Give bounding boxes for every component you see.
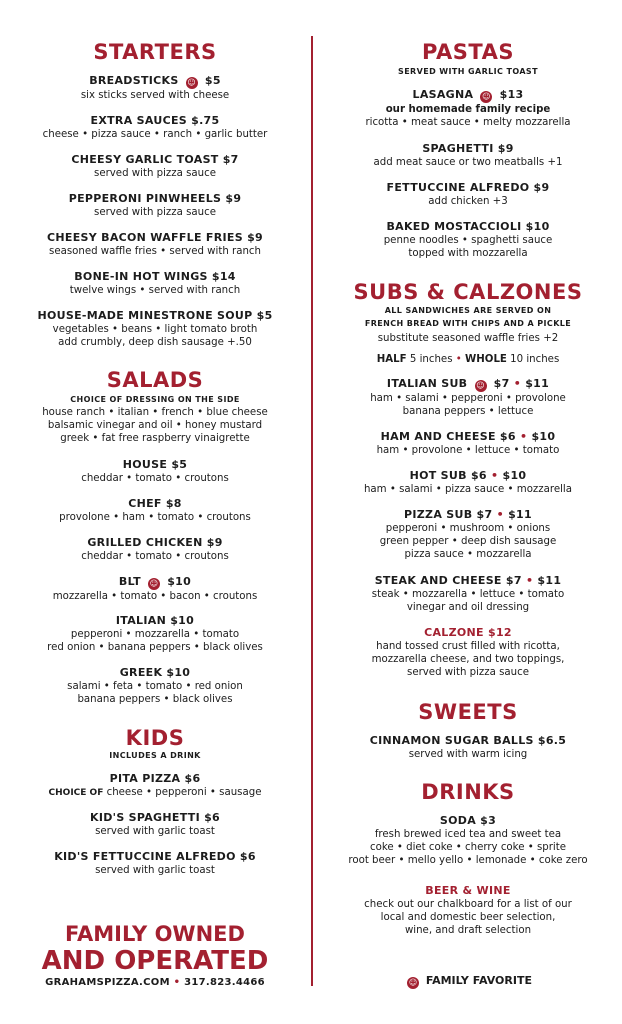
- footer-contact: [0, 977, 310, 988]
- whole-size: 10 inches: [510, 354, 560, 365]
- menu-item-italian-salad: [0, 614, 310, 654]
- subs-size-legend: [314, 353, 622, 366]
- subs-substitute: [314, 332, 622, 345]
- item-desc: served with pizza sauce: [407, 667, 529, 678]
- half-label: HALF: [376, 354, 407, 365]
- price-half: $6: [499, 430, 516, 443]
- item-name: CHEF $8: [128, 497, 182, 510]
- price-half: $7: [476, 508, 493, 521]
- menu-item-extra-sauces: [0, 114, 310, 141]
- price-bullet: •: [491, 469, 499, 482]
- item-desc: steak • mozzarella • lettuce • tomato: [371, 589, 565, 600]
- item-desc: vegetables • beans • light tomato broth: [52, 324, 258, 335]
- menu-item-spaghetti: [314, 142, 622, 169]
- item-desc: hand tossed crust filled with ricotta,: [376, 641, 560, 652]
- menu-item-baked-mostaccioli: [314, 220, 622, 260]
- item-name: PIZZA SUB: [404, 508, 473, 521]
- subs-title: SUBS & CALZONES: [353, 280, 583, 304]
- item-desc: served with pizza sauce: [94, 168, 216, 179]
- menu-item-hot-sub: [314, 469, 622, 496]
- subs-subtitle-1: ALL SANDWICHES ARE SERVED ON: [384, 306, 552, 315]
- legend-label: FAMILY FAVORITE: [425, 974, 532, 987]
- item-name: ITALIAN SUB: [386, 377, 468, 390]
- item-desc: served with garlic toast: [95, 865, 215, 876]
- price-whole: $11: [537, 574, 562, 587]
- price-whole: $10: [531, 430, 556, 443]
- item-desc: penne noodles • spaghetti sauce: [383, 235, 553, 246]
- price-bullet: •: [519, 430, 528, 443]
- item-name: KID'S SPAGHETTI $6: [90, 811, 220, 824]
- item-desc: provolone • ham • tomato • croutons: [59, 512, 251, 523]
- item-name: SODA $3: [439, 814, 497, 827]
- item-desc: green pepper • deep dish sausage: [379, 536, 557, 547]
- menu-item-cinnamon-sugar-balls: [314, 734, 622, 761]
- item-name: SPAGHETTI $9: [422, 142, 514, 155]
- item-desc: coke • diet coke • cherry coke • sprite: [369, 842, 566, 853]
- item-name: GRILLED CHICKEN $9: [87, 536, 223, 549]
- item-price: $10: [167, 575, 192, 588]
- price-half: $7: [505, 574, 522, 587]
- column-divider: [311, 36, 313, 986]
- menu-item-pepperoni-pinwheels: [0, 192, 310, 219]
- sweets-title: SWEETS: [418, 700, 518, 724]
- pastas-title: PASTAS: [422, 40, 514, 64]
- price-half: $6: [470, 469, 487, 482]
- price-half: $7: [493, 377, 510, 390]
- item-name: PEPPERONI PINWHEELS $9: [68, 192, 242, 205]
- price-bullet: •: [525, 574, 534, 587]
- item-desc: cheddar • tomato • croutons: [81, 551, 229, 562]
- menu-item-beer-wine: [314, 884, 622, 937]
- dressing-line: greek • fat free raspberry vinaigrette: [60, 433, 250, 444]
- price-whole: $11: [525, 377, 550, 390]
- item-desc: add meat sauce or two meatballs +1: [373, 157, 563, 168]
- price-bullet: •: [513, 377, 522, 390]
- dressing-line: house ranch • italian • french • blue cheese: [42, 407, 268, 418]
- item-desc: cheese • pepperoni • sausage: [106, 787, 262, 798]
- item-name: HOUSE $5: [122, 458, 188, 471]
- item-desc: vinegar and oil dressing: [406, 602, 530, 613]
- family-favorite-icon: ☺: [476, 381, 485, 390]
- item-desc: pepperoni • mushroom • onions: [385, 523, 551, 534]
- menu-item-breadsticks: [0, 74, 310, 102]
- item-desc: our homemade family recipe: [385, 104, 551, 115]
- menu-item-minestrone-soup: [0, 309, 310, 349]
- salad-dressings: [0, 406, 310, 445]
- item-name: CHEESY BACON WAFFLE FRIES $9: [47, 231, 263, 244]
- item-desc: topped with mozzarella: [408, 248, 528, 259]
- kids-subtitle: INCLUDES A DRINK: [109, 751, 201, 760]
- item-desc: cheese • pizza sauce • ranch • garlic butter: [42, 129, 268, 140]
- menu-item-lasagna: [314, 88, 622, 129]
- item-desc: served with pizza sauce: [94, 207, 216, 218]
- item-name: BREADSTICKS: [89, 74, 179, 87]
- item-desc: ham • salami • pizza sauce • mozzarella: [363, 484, 573, 495]
- menu-item-cheesy-bacon-waffle-fries: [0, 231, 310, 258]
- family-favorite-icon: ☺: [408, 978, 418, 987]
- item-name: HOT SUB: [409, 469, 467, 482]
- contact-bullet: •: [173, 977, 181, 988]
- whole-label: WHOLE: [465, 354, 507, 365]
- item-name: STEAK AND CHEESE: [374, 574, 502, 587]
- item-desc: mozzarella • tomato • bacon • croutons: [52, 591, 258, 602]
- phone-number[interactable]: 317.823.4466: [184, 977, 265, 988]
- menu-item-fettuccine-alfredo: [314, 181, 622, 208]
- salads-subtitle: CHOICE OF DRESSING ON THE SIDE: [70, 395, 240, 404]
- item-name: CINNAMON SUGAR BALLS $6.5: [369, 734, 567, 747]
- footer-tagline-line1: FAMILY OWNED: [65, 922, 245, 946]
- item-name: FETTUCCINE ALFREDO $9: [386, 181, 550, 194]
- salads-title: SALADS: [106, 368, 204, 392]
- menu-item-pizza-sub: [314, 508, 622, 561]
- item-desc: fresh brewed iced tea and sweet tea: [374, 829, 562, 840]
- item-price: $5: [204, 74, 221, 87]
- pastas-subtitle: SERVED WITH GARLIC TOAST: [398, 67, 538, 76]
- half-size: 5 inches: [409, 354, 453, 365]
- kids-title: KIDS: [125, 726, 185, 750]
- family-favorite-icon: ☺: [482, 92, 491, 101]
- item-name: PITA PIZZA $6: [109, 772, 201, 785]
- item-desc: banana peppers • black olives: [77, 694, 233, 705]
- item-desc: mozzarella cheese, and two toppings,: [371, 654, 565, 665]
- item-name: ITALIAN $10: [115, 614, 195, 627]
- item-desc: wine, and draft selection: [404, 925, 532, 936]
- starters-title: STARTERS: [93, 40, 217, 64]
- item-desc: add crumbly, deep dish sausage +.50: [58, 337, 252, 348]
- menu-item-pita-pizza: [0, 772, 310, 800]
- item-name: LASAGNA: [412, 88, 474, 101]
- item-desc: salami • feta • tomato • red onion: [67, 681, 243, 692]
- item-name: BEER & WINE: [425, 884, 511, 897]
- menu-item-soda: [314, 814, 622, 867]
- right-column: [314, 0, 622, 1024]
- menu-item-grilled-chicken-salad: [0, 536, 310, 563]
- family-favorite-icon: ☺: [187, 78, 197, 87]
- footer-tagline-line2: AND OPERATED: [41, 946, 269, 976]
- price-bullet: •: [496, 508, 504, 521]
- menu-item-greek-salad: [0, 666, 310, 706]
- family-favorite-legend: [314, 974, 622, 989]
- item-desc: twelve wings • served with ranch: [69, 285, 241, 296]
- menu-item-kids-spaghetti: [0, 811, 310, 838]
- size-bullet: •: [455, 354, 462, 365]
- item-desc: ricotta • meat sauce • melty mozzarella: [365, 117, 571, 128]
- item-desc: pepperoni • mozzarella • tomato: [70, 629, 240, 640]
- item-desc: seasoned waffle fries • served with ranch: [49, 246, 261, 257]
- item-desc: red onion • banana peppers • black olives: [47, 642, 263, 653]
- item-name: KID'S FETTUCCINE ALFREDO $6: [54, 850, 256, 863]
- family-favorite-icon: ☺: [149, 579, 159, 588]
- dressing-line: balsamic vinegar and oil • honey mustard: [47, 420, 263, 431]
- item-desc: cheddar • tomato • croutons: [81, 473, 229, 484]
- substitute-note: substitute seasoned waffle fries +2: [377, 333, 559, 344]
- item-price: $13: [499, 88, 524, 101]
- item-desc: ham • salami • pepperoni • provolone: [370, 393, 566, 404]
- drinks-title: DRINKS: [421, 780, 515, 804]
- item-desc: ham • provolone • lettuce • tomato: [376, 445, 560, 456]
- item-desc: served with garlic toast: [95, 826, 215, 837]
- menu-item-steak-and-cheese: [314, 574, 622, 614]
- item-name: BONE-IN HOT WINGS $14: [74, 270, 236, 283]
- item-name: EXTRA SAUCES $.75: [90, 114, 220, 127]
- subs-subtitle-2: FRENCH BREAD WITH CHIPS AND A PICKLE: [364, 319, 572, 328]
- menu-item-ham-and-cheese: [314, 430, 622, 457]
- menu-item-hot-wings: [0, 270, 310, 297]
- item-desc: served with warm icing: [408, 749, 528, 760]
- item-desc: add chicken +3: [428, 196, 508, 207]
- menu-item-chef-salad: [0, 497, 310, 524]
- menu-item-house-salad: [0, 458, 310, 485]
- menu-item-cheesy-garlic-toast: [0, 153, 310, 180]
- item-name: BLT: [118, 575, 141, 588]
- item-desc: check out our chalkboard for a list of our: [364, 899, 572, 910]
- menu-item-calzone: [314, 626, 622, 679]
- item-desc: local and domestic beer selection,: [380, 912, 556, 923]
- item-name: CALZONE $12: [424, 626, 512, 639]
- item-desc: six sticks served with cheese: [80, 90, 230, 101]
- item-name: HOUSE-MADE MINESTRONE SOUP $5: [37, 309, 273, 322]
- item-name: GREEK $10: [119, 666, 191, 679]
- left-column: [0, 0, 310, 1024]
- item-name: BAKED MOSTACCIOLI $10: [386, 220, 550, 233]
- menu-item-blt-salad: [0, 575, 310, 603]
- price-whole: $11: [508, 508, 532, 521]
- menu-item-kids-fettuccine: [0, 850, 310, 877]
- price-whole: $10: [502, 469, 527, 482]
- menu-item-italian-sub: [314, 377, 622, 418]
- item-name: HAM AND CHEESE: [380, 430, 496, 443]
- item-desc: pizza sauce • mozzarella: [404, 549, 532, 560]
- item-desc: root beer • mello yello • lemonade • coke zero: [348, 855, 588, 866]
- item-name: CHEESY GARLIC TOAST $7: [71, 153, 239, 166]
- website-link[interactable]: GRAHAMSPIZZA.COM: [45, 977, 170, 988]
- item-desc-prefix: CHOICE OF: [48, 788, 104, 798]
- item-desc: banana peppers • lettuce: [402, 406, 534, 417]
